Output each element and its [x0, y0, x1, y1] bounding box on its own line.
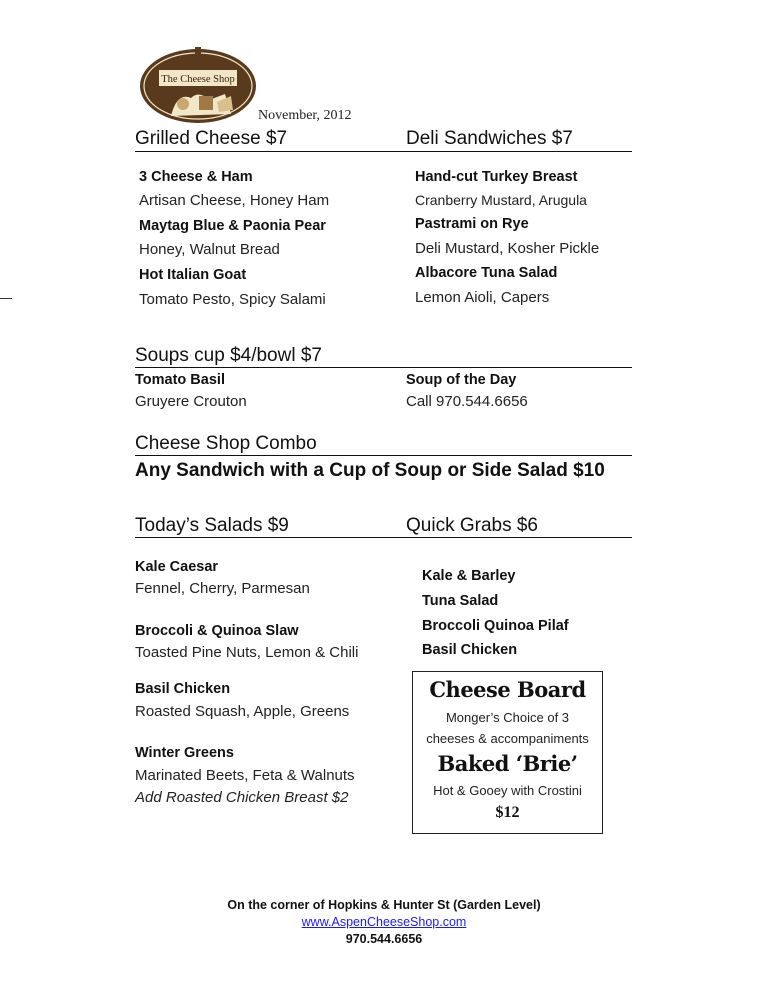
deli-sandwiches-rule — [367, 151, 632, 152]
soups-rule — [135, 367, 632, 368]
quick-grab-item: Tuna Salad — [422, 593, 499, 609]
grilled-cheese-rule — [135, 151, 367, 152]
cheese-board-title: Cheese Board — [429, 677, 586, 702]
grilled-item-desc: Artisan Cheese, Honey Ham — [139, 192, 330, 209]
deli-item-desc: Cranberry Mustard, Arugula — [415, 192, 587, 208]
grilled-item-desc: Honey, Walnut Bread — [139, 241, 280, 258]
salad-desc: Toasted Pine Nuts, Lemon & Chili — [135, 644, 359, 661]
soups-heading: Soups cup $4/bowl $7 — [135, 345, 322, 366]
combo-heading: Cheese Shop Combo — [135, 433, 317, 454]
deli-item-name: Pastrami on Rye — [415, 216, 529, 232]
salad-name: Basil Chicken — [135, 681, 231, 697]
deli-item-desc: Lemon Aioli, Capers — [415, 289, 550, 306]
footer-phone: 970.544.6656 — [345, 932, 423, 946]
margin-mark — [0, 298, 12, 299]
deli-item-name: Hand-cut Turkey Breast — [415, 169, 578, 185]
soup-name: Tomato Basil — [135, 372, 225, 388]
website-link[interactable]: www.AspenCheeseShop.com — [301, 915, 467, 929]
quick-grab-item: Basil Chicken — [422, 642, 518, 658]
soup-desc: Gruyere Crouton — [135, 393, 247, 410]
cheese-board-box — [412, 671, 603, 834]
soup-of-day-name: Soup of the Day — [406, 372, 517, 388]
salad-desc: Fennel, Cherry, Parmesan — [135, 580, 310, 597]
salad-name: Kale Caesar — [135, 559, 219, 575]
footer-address: On the corner of Hopkins & Hunter St (Garden Level) — [227, 898, 541, 912]
salad-name: Winter Greens — [135, 745, 234, 761]
quick-grab-item: Broccoli Quinoa Pilaf — [422, 618, 569, 634]
deli-sandwiches-heading: Deli Sandwiches $7 — [406, 128, 573, 149]
salad-name: Broccoli & Quinoa Slaw — [135, 623, 299, 639]
quick-grab-item: Kale & Barley — [422, 568, 516, 584]
baked-brie-title: Baked ‘Brie’ — [437, 751, 578, 776]
cheese-board-desc: Monger’s Choice of 3 — [445, 710, 570, 725]
footer-website-row — [0, 915, 768, 929]
deli-item-desc: Deli Mustard, Kosher Pickle — [415, 240, 600, 257]
cheese-shop-logo — [139, 44, 257, 124]
baked-brie-desc: Hot & Gooey with Crostini — [433, 783, 582, 798]
menu-date: November, 2012 — [258, 108, 352, 123]
deli-item-name: Albacore Tuna Salad — [415, 265, 558, 281]
grilled-item-name: Maytag Blue & Paonia Pear — [139, 218, 326, 234]
grilled-cheese-heading: Grilled Cheese $7 — [135, 128, 288, 149]
combo-rule — [135, 455, 632, 456]
salads-heading: Today’s Salads $9 — [135, 515, 289, 536]
svg-text:The Cheese Shop: The Cheese Shop — [161, 74, 235, 85]
grilled-item-name: 3 Cheese & Ham — [139, 169, 253, 185]
salad-desc: Roasted Squash, Apple, Greens — [135, 703, 350, 720]
cheese-board-price: $12 — [495, 804, 520, 821]
soup-of-day-phone: Call 970.544.6656 — [406, 393, 528, 410]
salad-addon: Add Roasted Chicken Breast $2 — [135, 789, 349, 806]
salads-rule — [135, 537, 632, 538]
grilled-item-name: Hot Italian Goat — [139, 267, 247, 283]
cheese-board-desc: cheeses & accompaniments — [426, 731, 589, 746]
quick-grabs-heading: Quick Grabs $6 — [406, 515, 538, 536]
salad-desc: Marinated Beets, Feta & Walnuts — [135, 767, 355, 784]
combo-offer: Any Sandwich with a Cup of Soup or Side Salad $10 — [135, 460, 605, 481]
grilled-item-desc: Tomato Pesto, Spicy Salami — [139, 291, 326, 308]
